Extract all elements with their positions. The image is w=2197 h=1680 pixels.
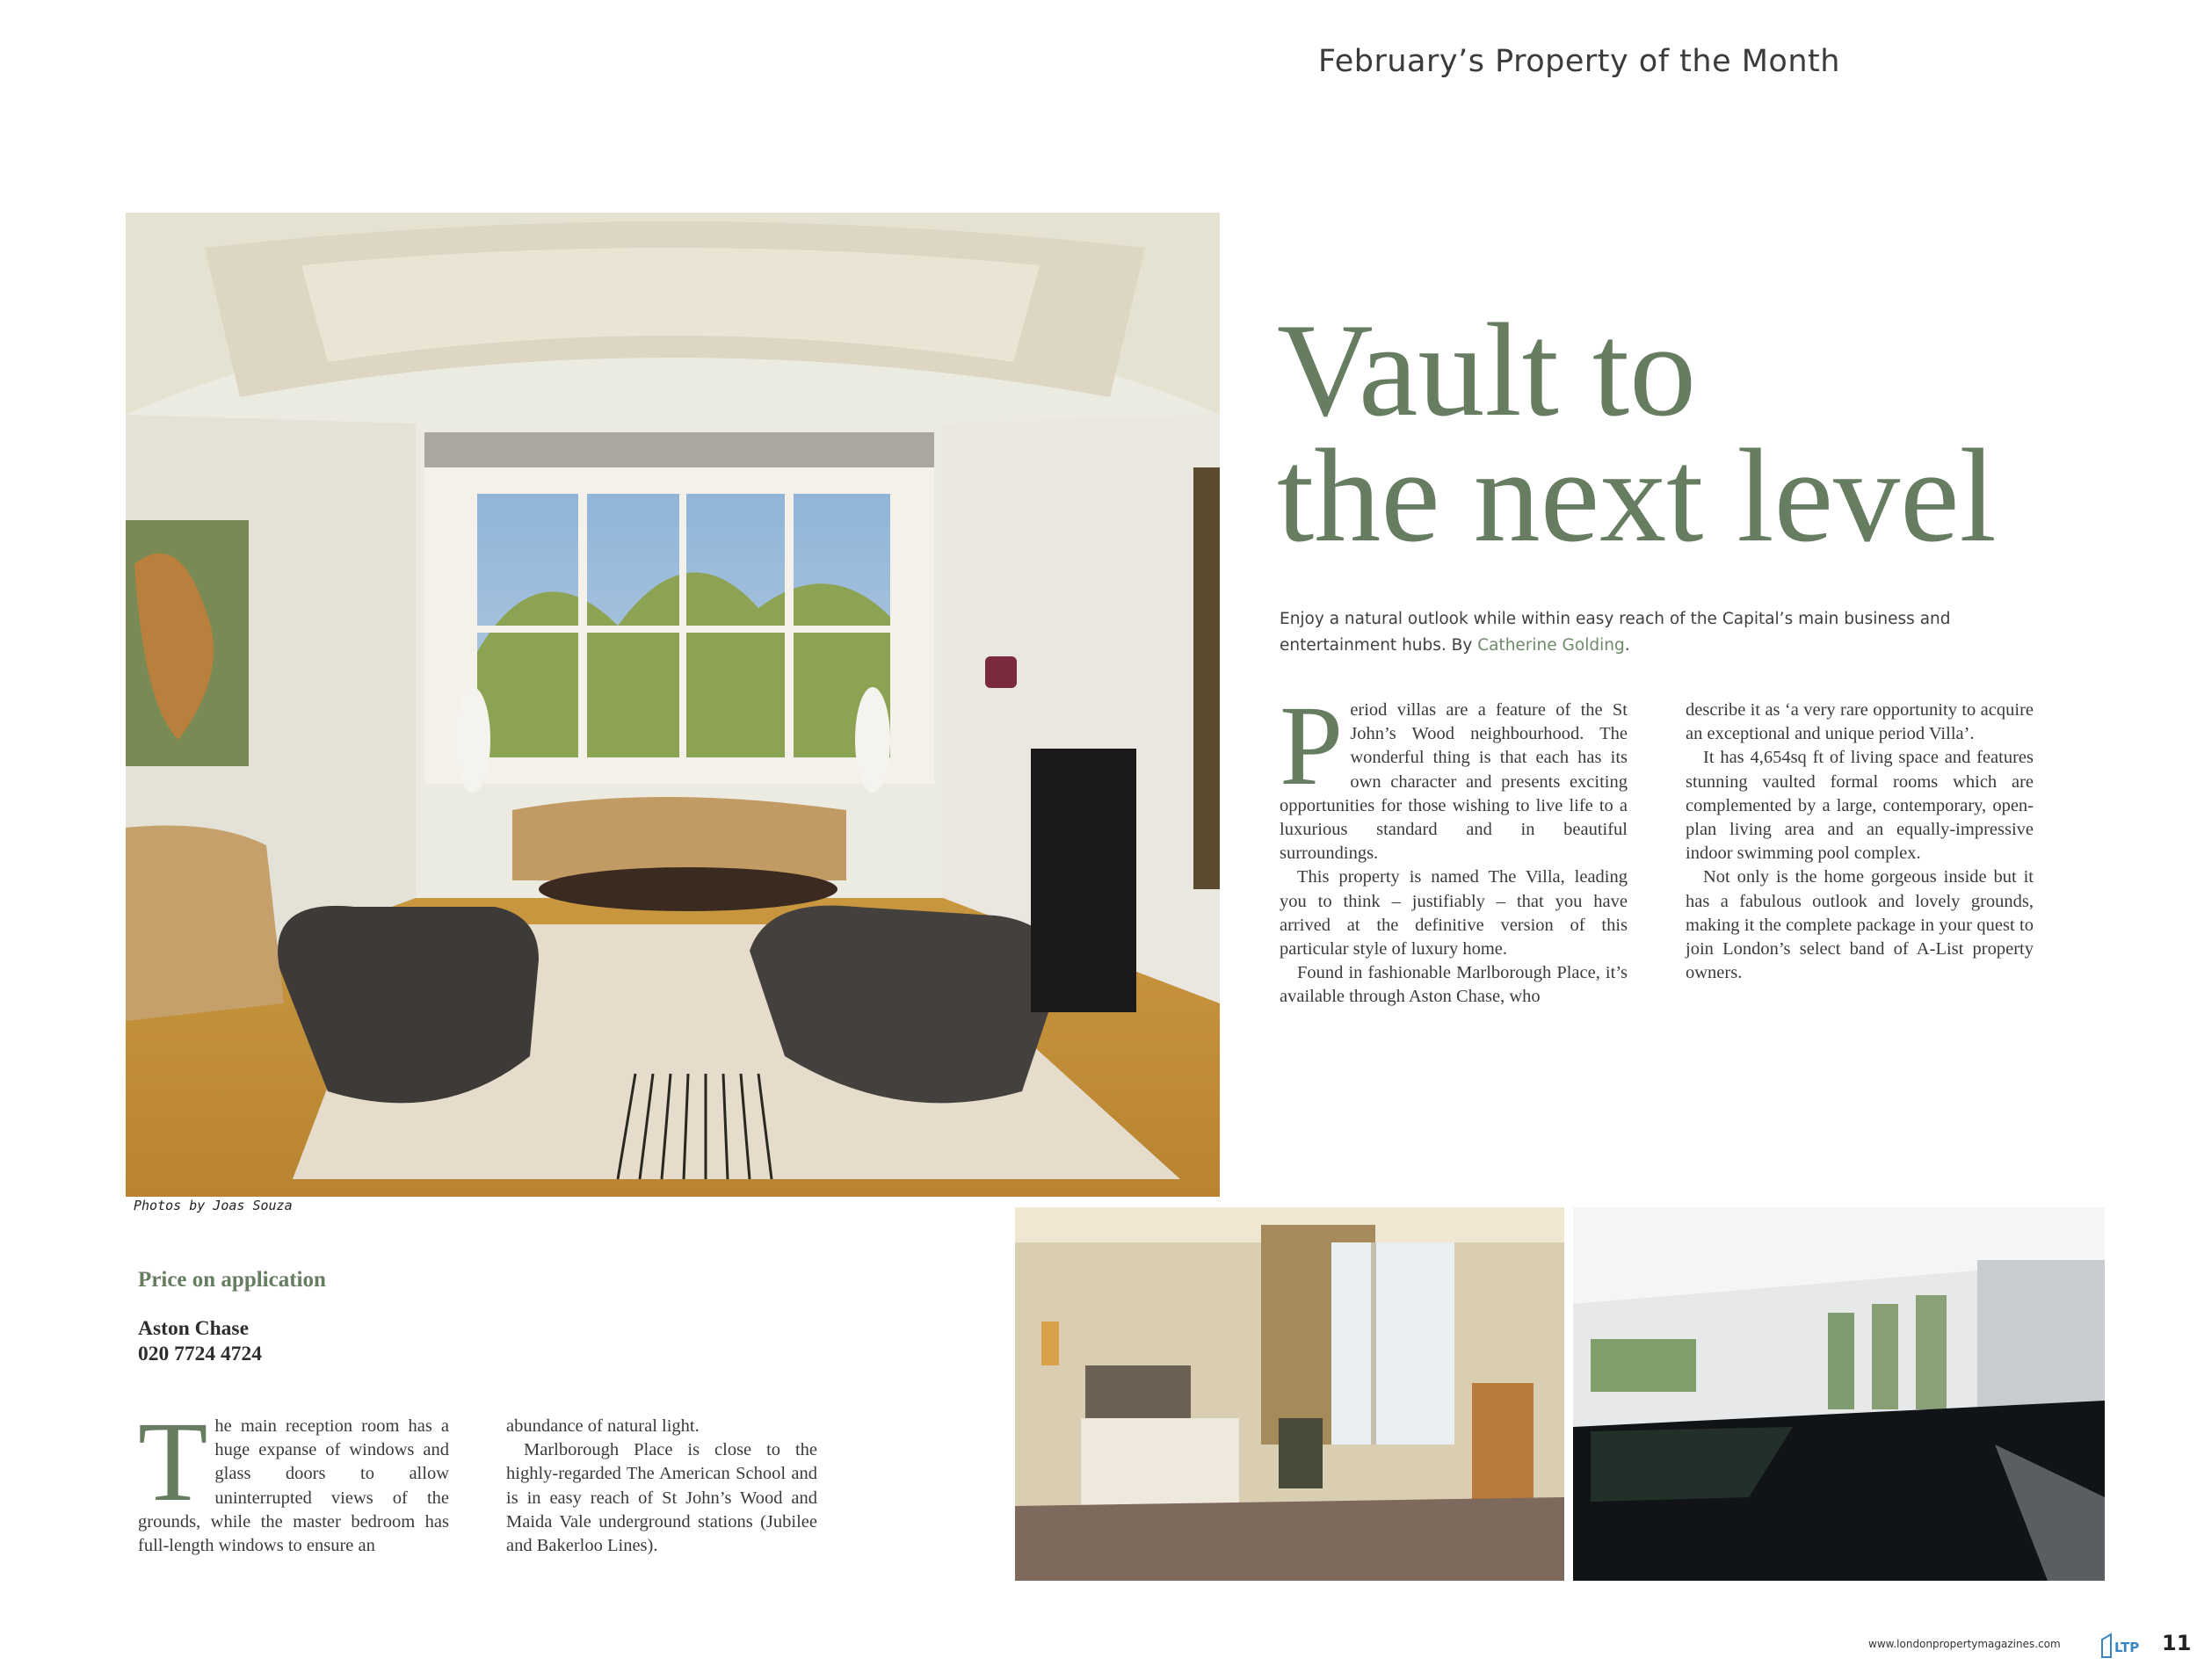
paragraph: describe it as ‘a very rare opportunity to acquire an exceptional and unique period Villa’.: [1686, 700, 2034, 744]
standfirst-suffix: .: [1624, 636, 1630, 655]
article-column-1: [1280, 683, 1628, 1010]
drop-cap: P: [1280, 683, 1344, 809]
agent-phone: 020 7724 4724: [138, 1343, 262, 1365]
price-label: Price on application: [138, 1268, 326, 1292]
bedroom-photo: [1015, 1207, 1564, 1581]
paragraph: Found in fashionable Marlborough Place, it’s available through Aston Chase, who: [1280, 963, 1628, 1007]
section-title: February’s Property of the Month: [1318, 44, 1840, 79]
logo-text: LTP: [2114, 1640, 2140, 1655]
paragraph: eriod villas are a feature of the St John’s Wood neighbourhood. The wonderful thing is that each has its own character and presents exciting opportunities for those wishing to live life to a luxurious standard and in beautiful surroundings.: [1280, 700, 1628, 864]
drop-cap: T: [138, 1399, 208, 1525]
footer-url[interactable]: www.londonpropertymagazines.com: [1868, 1638, 2061, 1650]
paragraph: This property is named The Villa, leading you to think – justifiably – that you have arrived at the definitive version of this particular style of luxury home.: [1280, 867, 1628, 959]
reception-room-photo: [126, 213, 1220, 1197]
swimming-pool-photo: [1573, 1207, 2105, 1581]
caption-column-1: [138, 1399, 449, 1558]
article-headline: [1277, 296, 1997, 569]
agent-name: Aston Chase: [138, 1317, 250, 1340]
article-column-2: [1686, 699, 2034, 985]
caption-column-2: [506, 1415, 817, 1558]
paragraph: he main reception room has a huge expanse of windows and glass doors to allow uninterrupted views of the grounds, while the master bedroom has full-length windows to ensure an: [138, 1416, 449, 1556]
paragraph: Marlborough Place is close to the highly-regarded The American School and is in easy reach of St John’s Wood and Maida Vale underground stations (Jubilee and Bakerloo Lines).: [506, 1440, 817, 1556]
paragraph: abundance of natural light.: [506, 1416, 700, 1436]
agent-contact: [138, 1316, 262, 1367]
paragraph: Not only is the home gorgeous inside but it has a fabulous outlook and lovely grounds, making it the complete package in your quest to join London’s select band of A-List property owners.: [1686, 867, 2034, 983]
ltp-logo-icon: [2099, 1631, 2157, 1661]
headline-line-2: the next level: [1277, 422, 1997, 569]
photo-credit: Photos by Joas Souza: [134, 1198, 293, 1213]
page-number: 11: [2162, 1631, 2192, 1655]
paragraph: It has 4,654sq ft of living space and features stunning vaulted formal rooms which are complemented by a large, contemporary, open-plan living area and an equally-impressive indoor swimming pool complex.: [1686, 748, 2034, 864]
author-name: Catherine Golding: [1477, 636, 1625, 655]
standfirst-text: Enjoy a natural outlook while within easy reach of the Capital’s main business and entertainment hubs. By: [1280, 610, 1951, 655]
standfirst: [1280, 606, 1991, 659]
headline-line-1: Vault to: [1277, 296, 1697, 444]
